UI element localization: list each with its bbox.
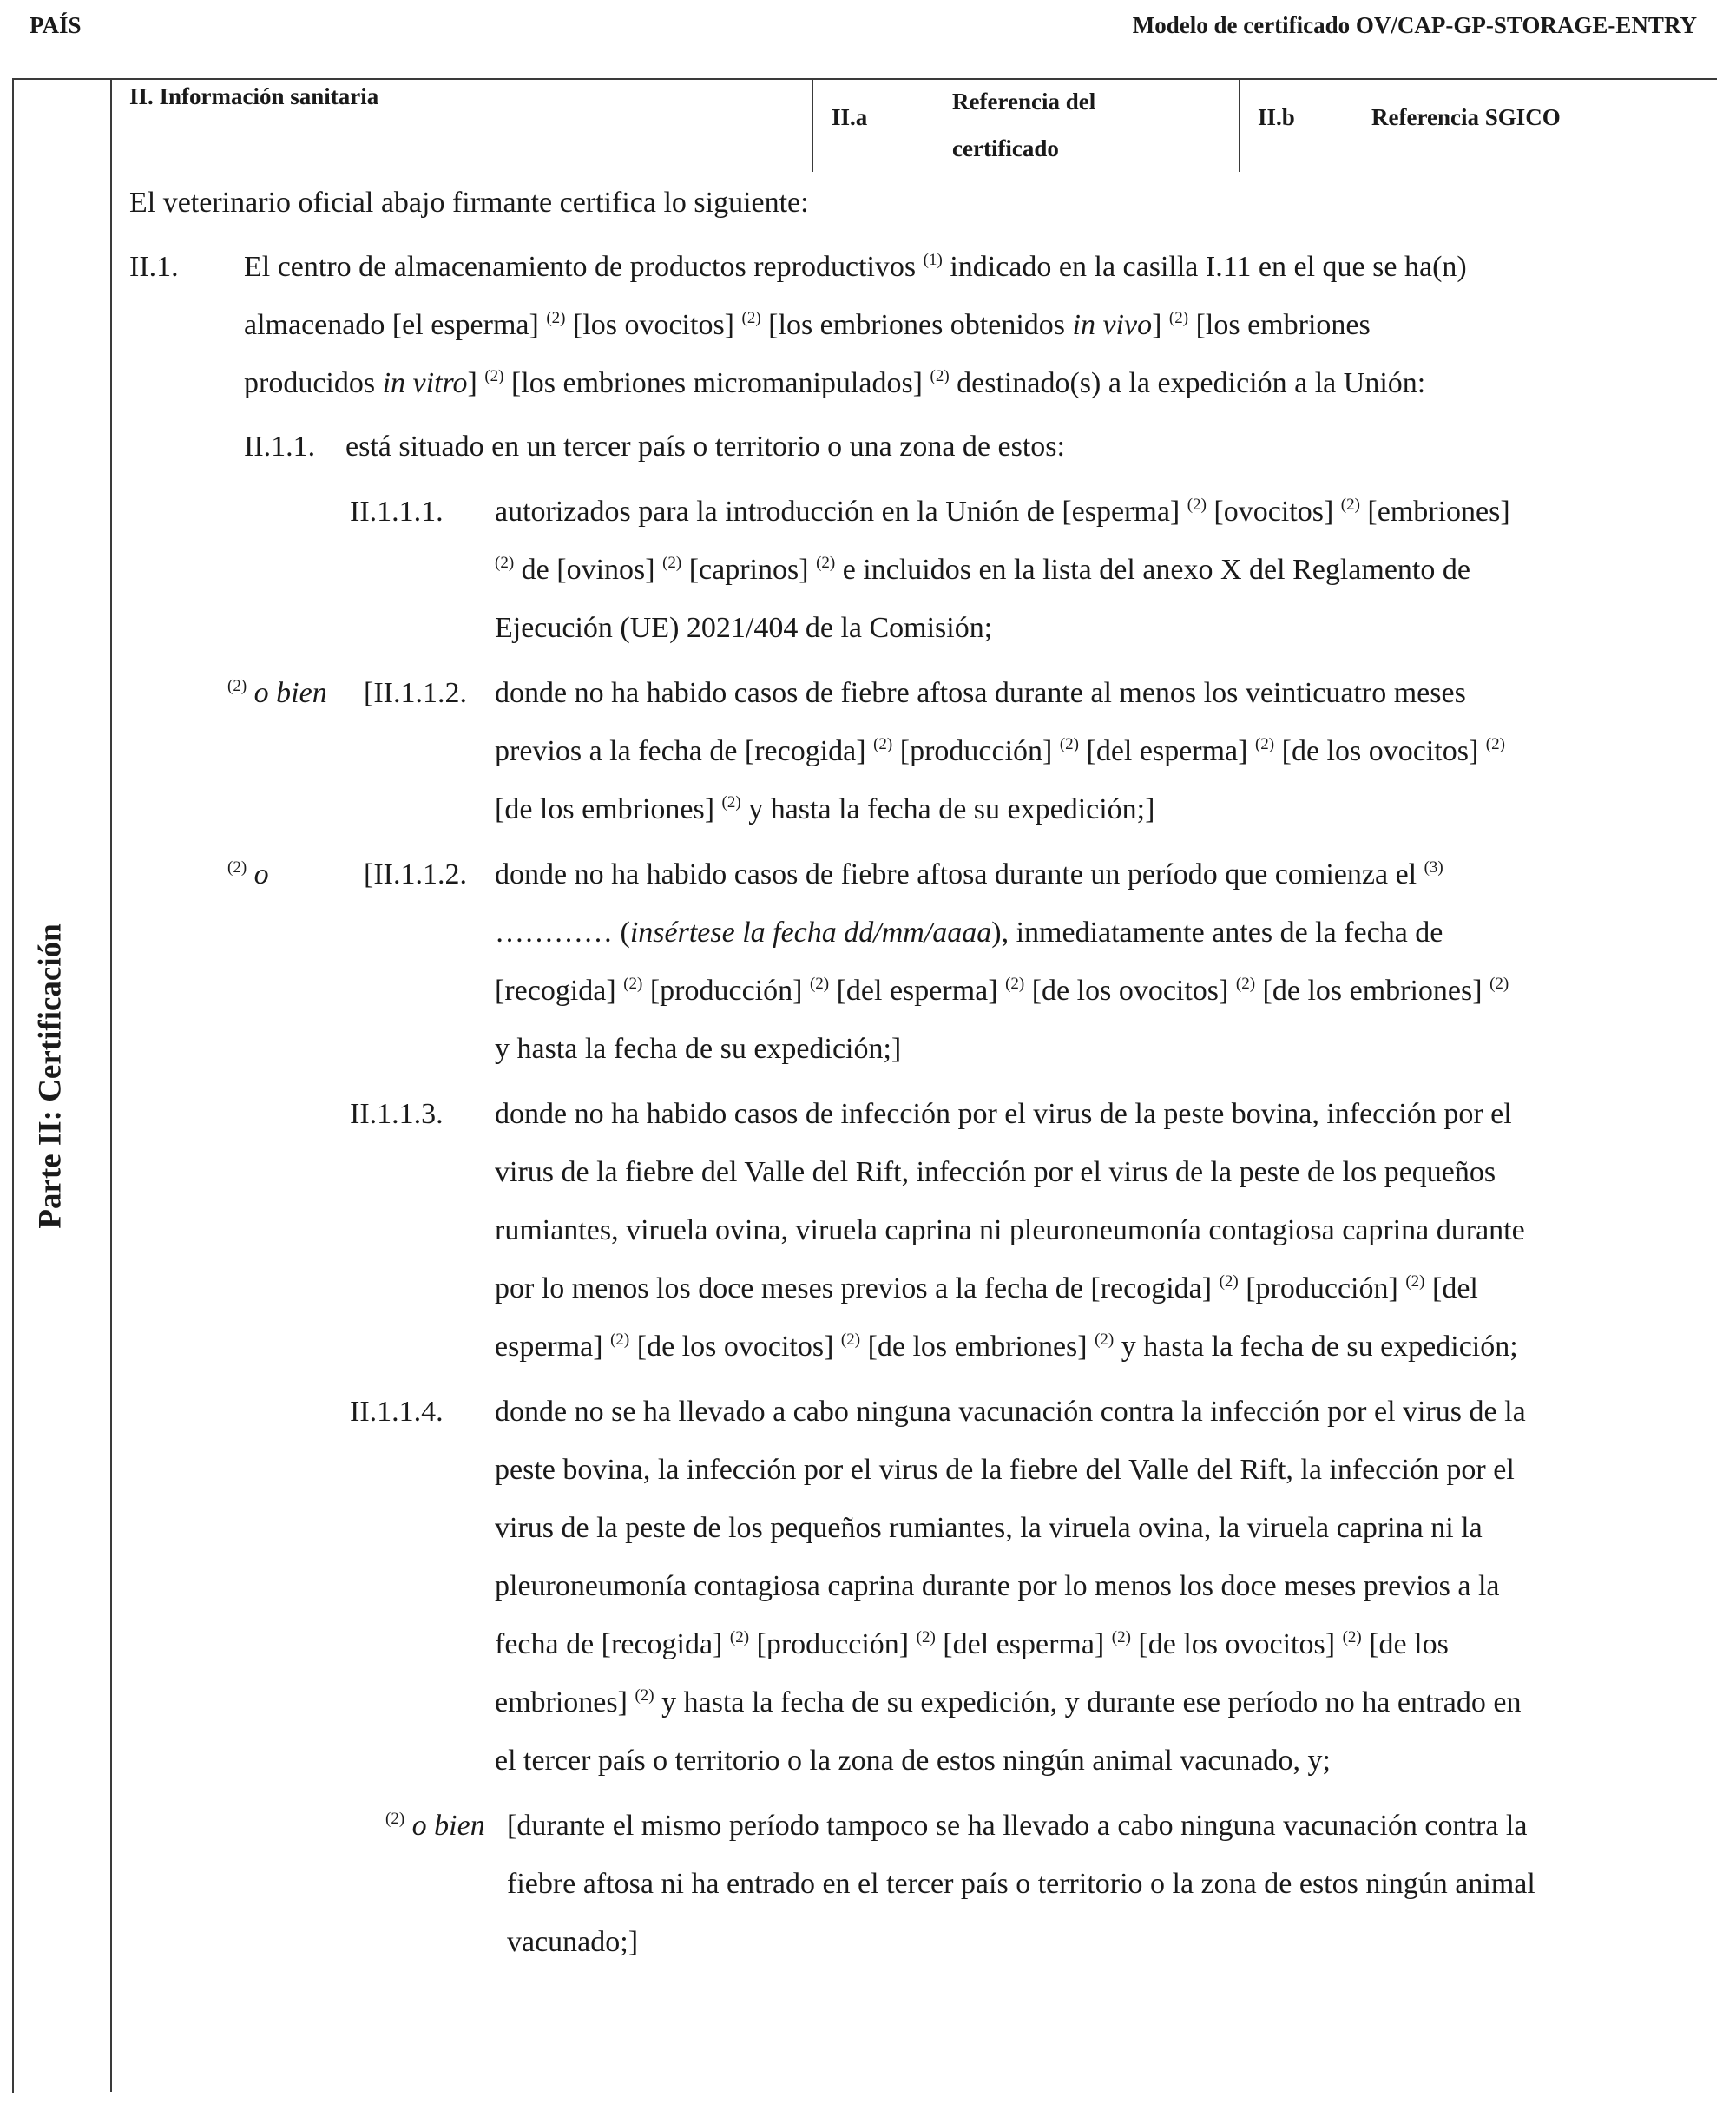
iib-label: Referencia SGICO	[1371, 104, 1561, 130]
clause-II113-line3: rumiantes, viruela ovina, viruela caprina ni pleuroneumonía contagiosa caprina durante	[495, 1214, 1525, 1246]
clause-number-II112b: [II.1.1.2.	[364, 858, 467, 890]
iib-code: II.b	[1258, 104, 1295, 130]
clause-II112b-line4: y hasta la fecha de su expedición;]	[495, 1033, 902, 1065]
clause-number-II113: II.1.1.3.	[350, 1098, 444, 1130]
intro-statement: El veterinario oficial abajo firmante certifica lo siguiente:	[129, 187, 809, 219]
clause-II114-line1: donde no se ha llevado a cabo ninguna vacunación contra la infección por el virus de la	[495, 1396, 1526, 1428]
clause-II112a-line1: donde no ha habido casos de fiebre aftosa durante al menos los veinticuatro meses	[495, 677, 1466, 709]
clause-II113-line1: donde no ha habido casos de infección por el virus de la peste bovina, infección por el	[495, 1098, 1512, 1130]
option-prefix-obien-1: $^{(2)}$ o bien	[227, 677, 327, 709]
clause-II112a-line2: previos a la fecha de [recogida] $^{(2)}$ [producción] $^{(2)}$ [del esperma] $^{(2)}$ [de los ovocitos] $^{(2)}$	[495, 735, 1505, 767]
clause-II111-line3: Ejecución (UE) 2021/404 de la Comisión;	[495, 612, 993, 644]
certificate-model-label: Modelo de certificado OV/CAP-GP-STORAGE-ENTRY	[1132, 12, 1697, 38]
side-label-text: Parte II: Certificación	[32, 923, 69, 1229]
clause-II112b-line3: [recogida] $^{(2)}$ [producción] $^{(2)}$ [del esperma] $^{(2)}$ [de los ovocitos] $^{(2)}$ [de los embriones] $^{(2)}$	[495, 975, 1509, 1007]
ref-divider-1	[812, 78, 813, 172]
option-obien-line1: [durante el mismo período tampoco se ha llevado a cabo ninguna vacunación contra la	[507, 1810, 1528, 1842]
clause-II1-line2: almacenado [el esperma] $^{(2)}$ [los ovocitos] $^{(2)}$ [los embriones obtenidos in vivo] $^{(2)}$ [los embriones	[244, 309, 1371, 341]
ref-divider-2	[1239, 78, 1240, 172]
iia-label	[952, 78, 1095, 172]
clause-II1-line1: El centro de almacenamiento de productos reproductivos $^{(1)}$ indicado en la casilla I.11 en el que se ha(n)	[244, 251, 1467, 283]
section-title: II. Información sanitaria	[129, 83, 379, 109]
clause-II113-line2: virus de la fiebre del Valle del Rift, infección por el virus de la peste de los pequeños	[495, 1156, 1496, 1188]
side-column-divider	[110, 78, 112, 2092]
clause-II113-line4: por lo menos los doce meses previos a la fecha de [recogida] $^{(2)}$ [producción] $^{(2)}$ [del	[495, 1272, 1478, 1305]
clause-number-II112a: [II.1.1.2.	[364, 677, 467, 709]
clause-number-II11: II.1.1.	[244, 430, 316, 463]
clause-II11-text: está situado en un tercer país o territorio o una zona de estos:	[345, 430, 1065, 463]
clause-II114-line5: fecha de [recogida] $^{(2)}$ [producción] $^{(2)}$ [del esperma] $^{(2)}$ [de los ovocitos] $^{(2)}$ [de los	[495, 1628, 1449, 1660]
option-prefix-o: $^{(2)}$ o	[227, 858, 269, 890]
option-prefix-obien-2: $^{(2)}$ o bien	[385, 1810, 485, 1842]
clause-II114-line2: peste bovina, la infección por el virus de la fiebre del Valle del Rift, la infección por el	[495, 1454, 1515, 1486]
clause-II114-line7: el tercer país o territorio o la zona de estos ningún animal vacunado, y;	[495, 1745, 1332, 1777]
clause-II111-line2: $^{(2)}$ de [ovinos] $^{(2)}$ [caprinos] $^{(2)}$ e incluidos en la lista del anexo X del Reglamento de	[495, 554, 1470, 586]
clause-II1-line3: producidos in vitro] $^{(2)}$ [los embriones micromanipulados] $^{(2)}$ destinado(s) a la expedición a la Unión:	[244, 367, 1426, 399]
option-obien-line2: fiebre aftosa ni ha entrado en el tercer país o territorio o la zona de estos ningún animal	[507, 1868, 1535, 1900]
clause-II114-line4: pleuroneumonía contagiosa caprina durante por lo menos los doce meses previos a la	[495, 1570, 1500, 1602]
clause-number-II111: II.1.1.1.	[350, 496, 444, 528]
clause-II112b-line1: donde no ha habido casos de fiebre aftosa durante un período que comienza el $^{(3)}$	[495, 858, 1443, 890]
iia-label-line2: certificado	[952, 135, 1059, 161]
iia-label-line1: Referencia del	[952, 89, 1096, 115]
clause-II112b-line2: ………… (insértese la fecha dd/mm/aaaa), inmediatamente antes de la fecha de	[495, 917, 1443, 949]
option-obien-line3: vacunado;]	[507, 1926, 639, 1958]
clause-II111-line1: autorizados para la introducción en la Unión de [esperma] $^{(2)}$ [ovocitos] $^{(2)}$ [embriones]	[495, 496, 1510, 528]
country-label: PAÍS	[30, 12, 82, 38]
iia-code: II.a	[832, 104, 868, 130]
clause-number-II1: II.1.	[129, 251, 179, 283]
clause-II114-line6: embriones] $^{(2)}$ y hasta la fecha de su expedición, y durante ese período no ha entrado en	[495, 1686, 1522, 1719]
clause-II113-line5: esperma] $^{(2)}$ [de los ovocitos] $^{(2)}$ [de los embriones] $^{(2)}$ y hasta la fecha de su expedición;	[495, 1331, 1518, 1363]
clause-number-II114: II.1.1.4.	[350, 1396, 444, 1428]
clause-II114-line3: virus de la peste de los pequeños rumiantes, la viruela ovina, la viruela caprina ni la	[495, 1512, 1483, 1544]
clause-II112a-line3: [de los embriones] $^{(2)}$ y hasta la fecha de su expedición;]	[495, 793, 1155, 825]
